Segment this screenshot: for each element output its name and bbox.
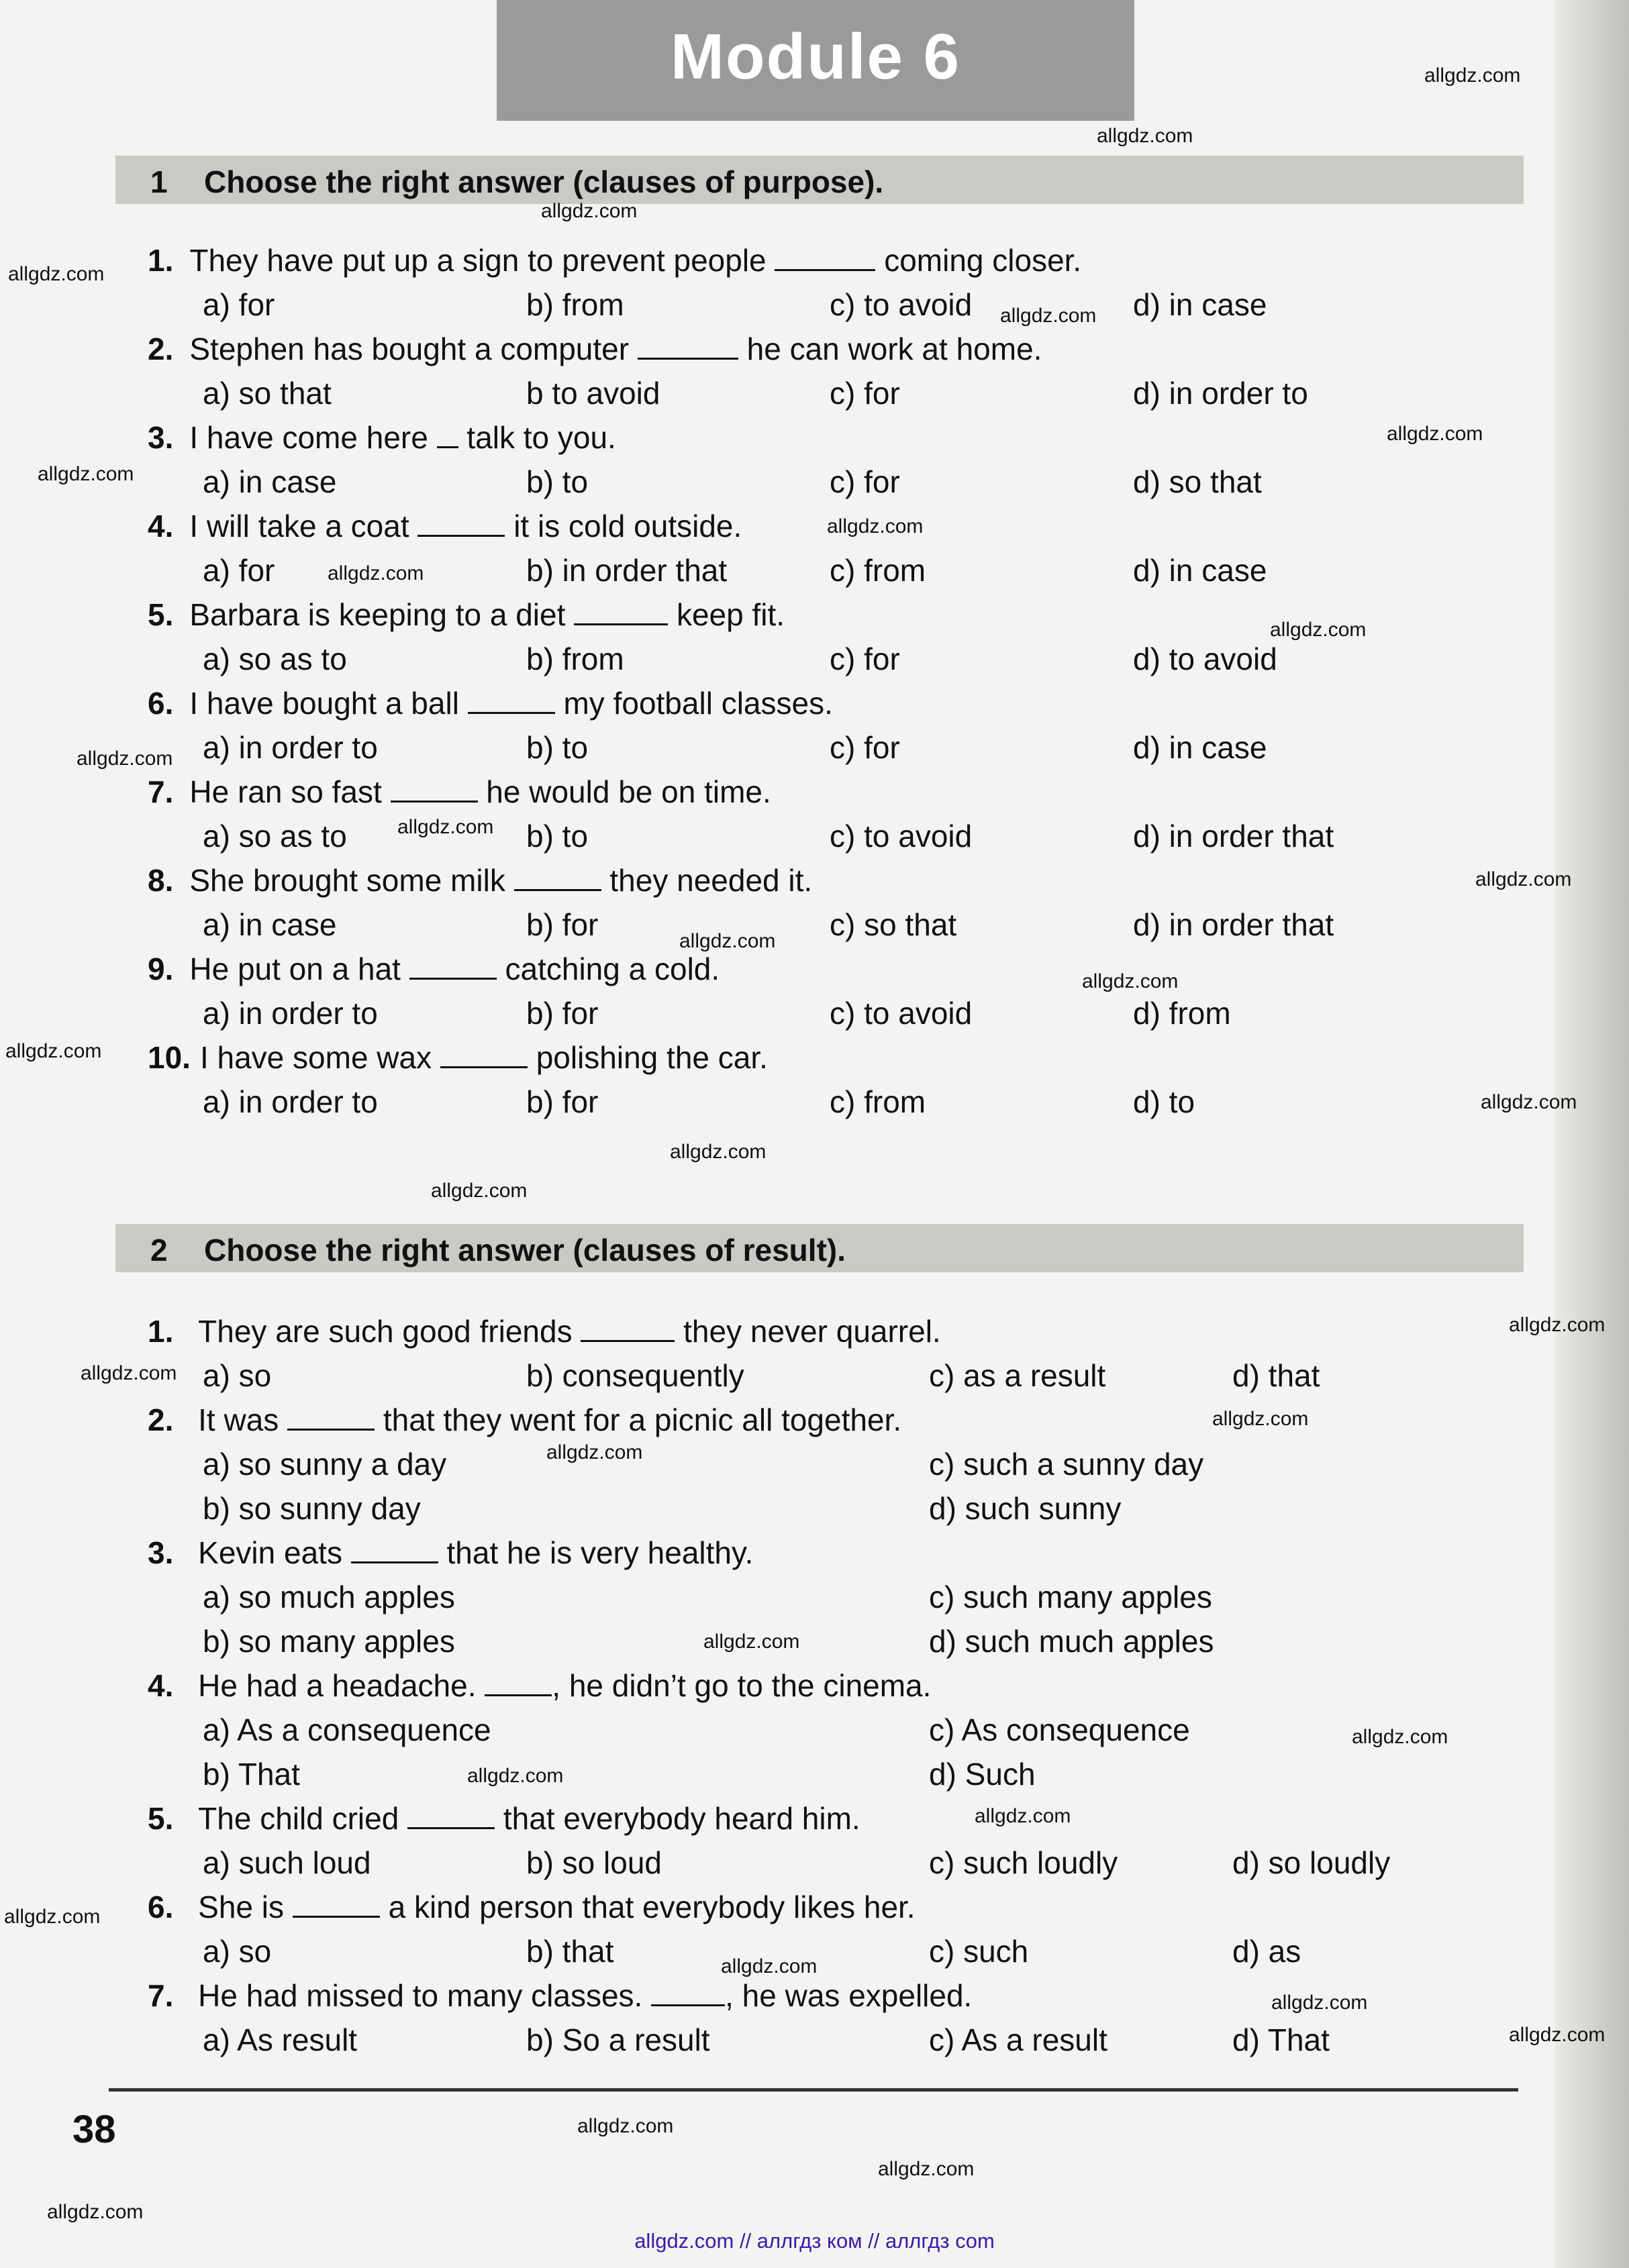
answer-blank <box>651 1980 725 2006</box>
question-line <box>148 507 742 545</box>
option-d: d) in order that <box>1133 819 1334 854</box>
option-b: b) for <box>526 1084 599 1119</box>
option-b: b) so many apples <box>203 1624 455 1659</box>
question-text: I have come here <box>189 420 428 455</box>
option-a: a) so as to <box>203 819 347 854</box>
option-c: c) to avoid <box>830 819 973 854</box>
option-b: b to avoid <box>526 376 660 411</box>
question-text: It was <box>198 1402 279 1437</box>
watermark: allgdz.com <box>1097 125 1193 147</box>
option-c: c) from <box>830 553 926 588</box>
option-d: d) such much apples <box>929 1624 1214 1659</box>
watermark: allgdz.com <box>1424 64 1521 87</box>
question-text: I will take a coat <box>189 509 409 544</box>
question-number: 7. <box>148 1978 174 2013</box>
option-b: b) for <box>526 907 599 942</box>
option-a: a) so that <box>203 376 332 411</box>
watermark: allgdz.com <box>81 1362 177 1384</box>
question-text: they never quarrel. <box>683 1314 941 1349</box>
answer-blank <box>417 511 505 537</box>
option-c: c) for <box>830 464 900 499</box>
watermark: allgdz.com <box>1481 1091 1577 1113</box>
question-line <box>148 596 785 633</box>
question-text: He put on a hat <box>189 951 401 986</box>
option-a: a) in case <box>203 464 337 499</box>
option-c: c) As a result <box>929 2022 1107 2057</box>
question-text: They have put up a sign to prevent people <box>189 243 767 278</box>
question-text: catching a cold. <box>505 951 720 986</box>
question-number: 9. <box>148 951 174 986</box>
question-text: She is <box>198 1890 285 1924</box>
section-2-header <box>115 1224 1524 1272</box>
question-line <box>148 419 616 456</box>
watermark: allgdz.com <box>878 2158 975 2180</box>
watermark: allgdz.com <box>328 562 424 584</box>
option-c: c) for <box>830 376 900 411</box>
option-a: a) for <box>203 553 275 588</box>
page-edge-shadow <box>1555 0 1629 2268</box>
option-a: a) such loud <box>203 1845 371 1880</box>
question-line <box>148 1667 931 1704</box>
answer-blank <box>407 1803 495 1829</box>
option-d: d) in case <box>1133 553 1267 588</box>
watermark: allgdz.com <box>670 1141 767 1163</box>
question-number: 5. <box>148 597 174 632</box>
question-number: 3. <box>148 1535 174 1570</box>
watermark: allgdz.com <box>1212 1408 1309 1430</box>
option-d: d) in order to <box>1133 376 1308 411</box>
option-a: a) in order to <box>203 996 378 1031</box>
option-a: a) for <box>203 287 275 322</box>
option-d: d) That <box>1232 2022 1330 2057</box>
watermark: allgdz.com <box>577 2115 674 2137</box>
question-number: 10. <box>148 1040 191 1075</box>
option-d: d) so loudly <box>1232 1845 1391 1880</box>
option-a: a) As a consequence <box>203 1712 491 1747</box>
question-number: 2. <box>148 1402 174 1437</box>
option-b: b) so loud <box>526 1845 662 1880</box>
option-a: a) in case <box>203 907 337 942</box>
section-number: 2 <box>150 1233 168 1268</box>
watermark: allgdz.com <box>47 2201 144 2223</box>
option-d: d) to avoid <box>1133 641 1277 676</box>
question-line <box>148 1888 916 1926</box>
watermark: allgdz.com <box>1509 1314 1606 1336</box>
option-b: b) So a result <box>526 2022 710 2057</box>
question-text: The child cried <box>198 1801 399 1836</box>
question-line <box>148 773 771 811</box>
watermark: allgdz.com <box>1509 2024 1606 2046</box>
watermark: allgdz.com <box>77 748 173 770</box>
option-d: d) in case <box>1133 730 1267 765</box>
option-a: a) in order to <box>203 1084 378 1119</box>
option-b: b) that <box>526 1934 614 1969</box>
question-text: he would be on time. <box>486 774 771 809</box>
question-text: He ran so fast <box>189 774 382 809</box>
option-b: b) to <box>526 464 589 499</box>
watermark: allgdz.com <box>1352 1726 1448 1748</box>
option-d: d) to <box>1133 1084 1195 1119</box>
question-text: they needed it. <box>609 863 813 898</box>
answer-blank <box>293 1892 380 1918</box>
question-number: 6. <box>148 686 174 721</box>
watermark: allgdz.com <box>1387 423 1483 445</box>
question-text: They are such good friends <box>198 1314 573 1349</box>
answer-blank <box>437 422 458 448</box>
watermark: allgdz.com <box>1082 970 1179 992</box>
option-b: b) consequently <box>526 1358 744 1393</box>
question-line <box>148 950 720 988</box>
watermark: allgdz.com <box>721 1955 818 1977</box>
option-b: b) to <box>526 730 589 765</box>
option-b: b) That <box>203 1757 300 1792</box>
option-d: d) in case <box>1133 287 1267 322</box>
question-number: 7. <box>148 774 174 809</box>
option-b: b) in order that <box>526 553 728 588</box>
question-text: polishing the car. <box>536 1040 768 1075</box>
answer-blank <box>468 688 555 714</box>
question-line <box>148 1312 941 1350</box>
watermark: allgdz.com <box>397 816 494 838</box>
option-b: b) so sunny day <box>203 1491 421 1526</box>
watermark: allgdz.com <box>4 1906 101 1928</box>
option-c: c) so that <box>830 907 957 942</box>
answer-blank <box>581 1316 675 1342</box>
question-text: coming closer. <box>884 243 1082 278</box>
answer-blank <box>775 245 875 271</box>
option-c: c) such loudly <box>929 1845 1118 1880</box>
answer-blank <box>440 1042 528 1068</box>
answer-blank <box>409 953 497 980</box>
bottom-links[interactable]: allgdz.com // аллгдз ком // аллгдз com <box>634 2229 995 2253</box>
question-text: a kind person that everybody likes her. <box>388 1890 916 1924</box>
watermark: allgdz.com <box>975 1805 1071 1827</box>
option-d: d) such sunny <box>929 1491 1122 1526</box>
watermark: allgdz.com <box>1000 305 1097 327</box>
watermark: allgdz.com <box>8 263 105 285</box>
option-a: a) so as to <box>203 641 347 676</box>
answer-blank <box>391 776 478 803</box>
option-a: a) in order to <box>203 730 378 765</box>
question-line <box>148 684 833 722</box>
question-number: 1. <box>148 1314 174 1349</box>
question-text: that everybody heard him. <box>503 1801 860 1836</box>
question-text: He had missed to many classes. <box>198 1978 643 2013</box>
question-text: it is cold outside. <box>513 509 742 544</box>
option-b: b) for <box>526 996 599 1031</box>
question-number: 2. <box>148 331 174 366</box>
question-text: She brought some milk <box>189 863 505 898</box>
module-banner <box>497 0 1134 121</box>
question-number: 4. <box>148 509 174 544</box>
answer-blank <box>485 1670 552 1696</box>
watermark: allgdz.com <box>38 463 134 485</box>
question-number: 8. <box>148 863 174 898</box>
watermark: allgdz.com <box>679 930 776 952</box>
page-number: 38 <box>72 2108 116 2151</box>
option-d: d) Such <box>929 1757 1036 1792</box>
question-number: 6. <box>148 1890 174 1924</box>
watermark: allgdz.com <box>5 1040 102 1062</box>
option-c: c) for <box>830 641 900 676</box>
watermark: allgdz.com <box>703 1631 800 1653</box>
question-text: I have some wax <box>199 1040 432 1075</box>
question-line <box>148 1800 860 1837</box>
option-b: b) from <box>526 641 624 676</box>
question-line <box>148 1977 972 2014</box>
answer-blank <box>574 599 668 625</box>
question-text: keep fit. <box>676 597 785 632</box>
option-a: a) so sunny a day <box>203 1447 447 1482</box>
answer-blank <box>351 1537 438 1563</box>
question-line <box>148 242 1081 279</box>
option-c: c) to avoid <box>830 287 973 322</box>
question-number: 1. <box>148 243 174 278</box>
question-text: Barbara is keeping to a diet <box>189 597 566 632</box>
question-number: 3. <box>148 420 174 455</box>
question-text: , he didn’t go to the cinema. <box>552 1668 932 1703</box>
option-c: c) as a result <box>929 1358 1106 1393</box>
watermark: allgdz.com <box>467 1765 564 1787</box>
question-line <box>148 1401 901 1439</box>
watermark: allgdz.com <box>546 1441 643 1463</box>
option-a: a) As result <box>203 2022 358 2057</box>
option-a: a) so <box>203 1934 272 1969</box>
watermark: allgdz.com <box>431 1180 528 1202</box>
option-b: b) to <box>526 819 589 854</box>
option-d: d) that <box>1232 1358 1320 1393</box>
watermark: allgdz.com <box>827 515 924 537</box>
section-title: Choose the right answer (clauses of purpose). <box>204 164 884 199</box>
footer-rule <box>109 2088 1518 2092</box>
option-c: c) such a sunny day <box>929 1447 1204 1482</box>
question-line <box>148 862 812 899</box>
question-text: , he was expelled. <box>725 1978 973 2013</box>
question-text: that he is very healthy. <box>446 1535 754 1570</box>
option-c: c) to avoid <box>830 996 973 1031</box>
option-c: c) As consequence <box>929 1712 1190 1747</box>
option-c: c) such <box>929 1934 1029 1969</box>
watermark: allgdz.com <box>541 200 638 222</box>
option-d: d) in order that <box>1133 907 1334 942</box>
option-b: b) from <box>526 287 624 322</box>
question-text: talk to you. <box>466 420 616 455</box>
option-c: c) from <box>830 1084 926 1119</box>
watermark: allgdz.com <box>1270 619 1367 641</box>
answer-blank <box>638 333 738 360</box>
option-d: d) as <box>1232 1934 1301 1969</box>
section-number: 1 <box>150 164 168 199</box>
option-a: a) so much apples <box>203 1580 455 1614</box>
option-a: a) so <box>203 1358 272 1393</box>
section-title: Choose the right answer (clauses of result). <box>204 1233 846 1268</box>
question-text: Kevin eats <box>198 1535 342 1570</box>
watermark: allgdz.com <box>1271 1992 1368 2014</box>
option-d: d) from <box>1133 996 1231 1031</box>
option-d: d) so that <box>1133 464 1262 499</box>
section-1-header <box>115 156 1524 204</box>
question-text: that they went for a picnic all together. <box>383 1402 902 1437</box>
question-line <box>148 1534 753 1571</box>
question-line <box>148 1039 768 1076</box>
watermark: allgdz.com <box>1475 868 1572 890</box>
question-text: my football classes. <box>563 686 833 721</box>
question-text: He had a headache. <box>198 1668 477 1703</box>
answer-blank <box>287 1404 375 1431</box>
question-text: I have bought a ball <box>189 686 459 721</box>
question-text: he can work at home. <box>746 331 1042 366</box>
question-number: 4. <box>148 1668 174 1703</box>
module-title: Module 6 <box>670 21 960 93</box>
question-line <box>148 330 1042 368</box>
answer-blank <box>514 865 601 891</box>
question-text: Stephen has bought a computer <box>189 331 630 366</box>
option-c: c) for <box>830 730 900 765</box>
option-c: c) such many apples <box>929 1580 1212 1614</box>
question-number: 5. <box>148 1801 174 1836</box>
